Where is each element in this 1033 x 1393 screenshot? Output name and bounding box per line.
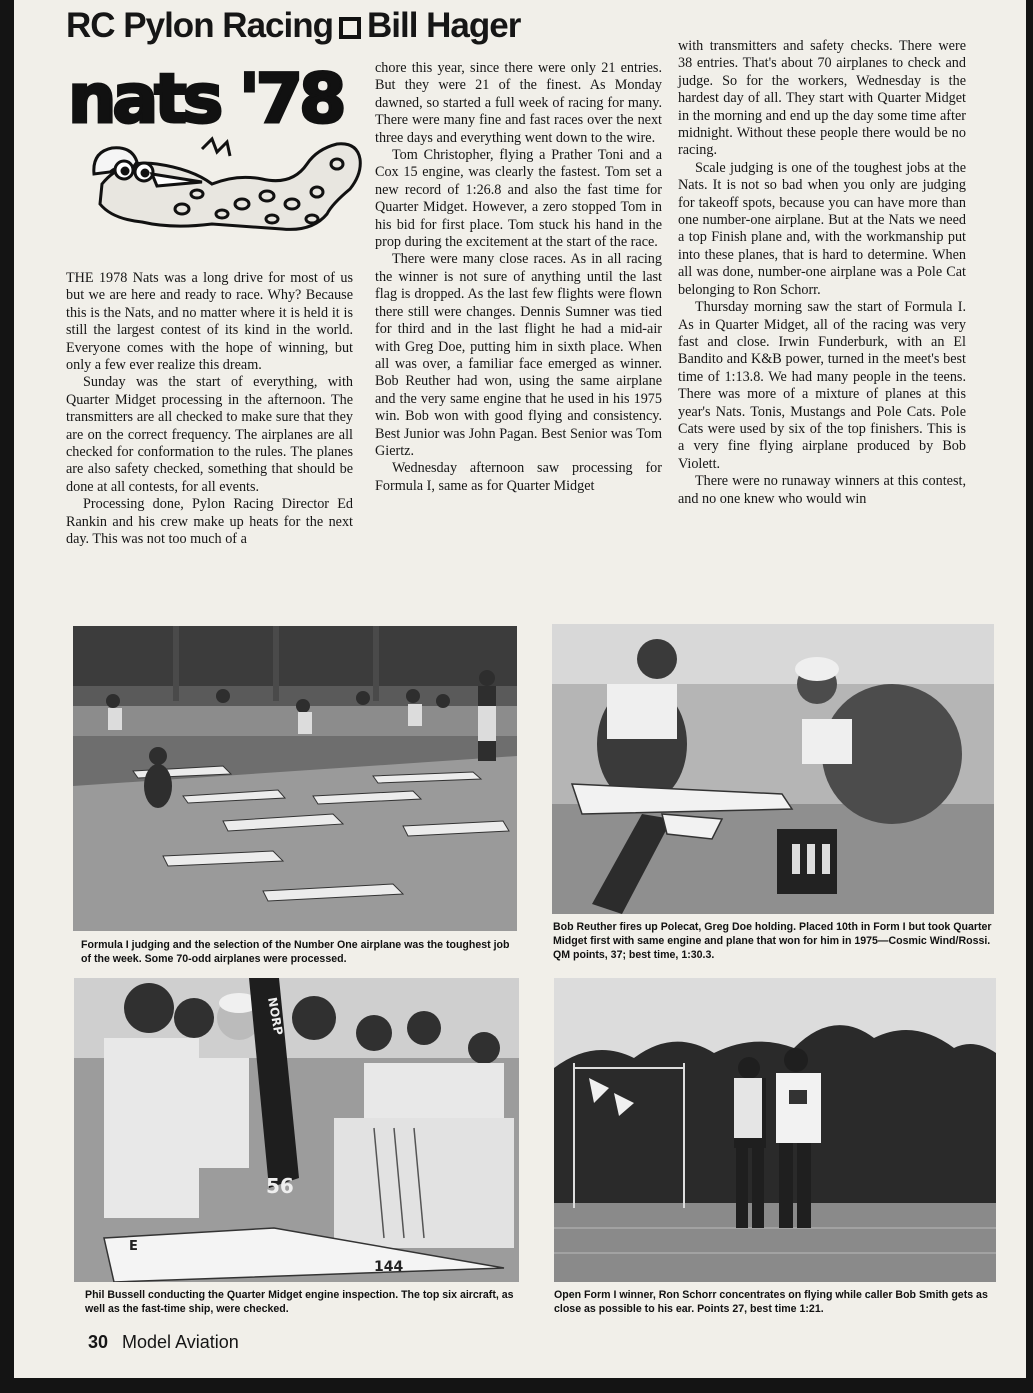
paragraph: with transmitters and safety checks. There were 38 entries. That's about 70 airplanes to check and judge. So for the workers, Wednesday is the hardest day of all. They start with Quarter Midget in the morning and end up the day some time after midnight. Without these people there would be no racing. <box>678 38 966 159</box>
photo-plane-number-144: 144 <box>374 1259 404 1275</box>
article-column-2 <box>375 60 662 495</box>
caption-photo-2: Bob Reuther fires up Polecat, Greg Doe holding. Placed 10th in Form I but took Quarter Midget first with same engine and plane that won for him in 1975—Cosmic Wind/Rossi. QM points, 37; best time, 1:30.3. <box>553 921 992 961</box>
paragraph: There were no runaway winners at this contest, and no one knew who would win <box>678 473 966 507</box>
nats-78-logo <box>62 64 367 239</box>
magazine-name: Model Aviation <box>122 1332 239 1352</box>
page-number: 30 <box>88 1332 109 1352</box>
logo-text: nats '78 <box>68 64 343 139</box>
photo-engine-inspection <box>74 978 519 1282</box>
paragraph: Wednesday afternoon saw processing for Formula I, same as for Quarter Midget <box>375 460 662 494</box>
photo-plane-label-norp: NORP <box>265 996 286 1037</box>
paragraph: THE 1978 Nats was a long drive for most of us but we are here and ready to race. Why? Because this is the Nats, and no matter where it is held it is still the largest contest of its kind in the world. Everyone comes with the hope of winning, but only a few ever realize this dream. <box>66 270 353 374</box>
photo-plane-letter: E <box>129 1239 138 1254</box>
caption-photo-3: Phil Bussell conducting the Quarter Midget engine inspection. The top six aircraft, as well as the fast-time ship, were checked. <box>85 1289 514 1315</box>
paragraph: Sunday was the start of everything, with Quarter Midget processing in the afternoon. The transmitters are all checked to make sure that they are on the correct frequency. The airplanes are all checked for conformation to the rules. The planes are also safety checked, something that should be done at all contests, for all events. <box>66 374 353 495</box>
paragraph: chore this year, since there were only 21 entries. But they were 21 of the finest. As Monday dawned, so started a full week of racing for many. There were many fine and fast races over the next three days and everything went down to the wire. <box>375 60 662 146</box>
paragraph: Thursday morning saw the start of Formula I. As in Quarter Midget, all of the racing was very fast and close. Irwin Funderburk, with an El Bandito and K&B power, turned in the meet's best time of 1:13.8. We had many people in the teens. There was more of a mixture of planes at this year's Nats. Tonis, Mustangs and Pole Cats. Pole Cats were used by six of the top finishers. This is a very fine flying airplane produced by Bob Violett. <box>678 299 966 472</box>
caption-photo-4: Open Form I winner, Ron Schorr concentrates on flying while caller Bob Smith gets as close as possible to his ear. Points 27, best time 1:21. <box>554 1289 988 1315</box>
magazine-page <box>14 0 1026 1378</box>
header-author: Bill Hager <box>366 6 521 45</box>
paragraph: There were many close races. As in all racing the winner is not sure of anything until the last flag is dropped. As the last few flights were flown there still were changes. Dennis Sumner was tied for third and in the last flight he had a mid-air with Greg Doe, putting him in sixth place. When all was over, a familiar face emerged as winner. Bob Reuther had won, using the same airplane and the very same engine that he used in his 1975 win. Bob won with good flying and consistency. Best Junior was John Pagan. Best Senior was Tom Giertz. <box>375 251 662 459</box>
photo-plane-number-56: 56 <box>266 1174 294 1198</box>
paragraph: Tom Christopher, flying a Prather Toni and a Cox 15 engine, was clearly the fastest. Tom set a new record of 1:26.8 and also the fast time for Quarter Midget. However, a zero stopped Tom in his bid for first place. Tom stuck his hand in the prop during the excitement at the start of the race. <box>375 147 662 251</box>
header-box-separator-icon <box>339 17 361 39</box>
page-footer <box>88 1332 239 1353</box>
header-title-left: RC Pylon Racing <box>66 6 333 45</box>
paragraph: Scale judging is one of the toughest jobs at the Nats. It is not so bad when you only are judging for takeoff spots, because you can have more than one number-one airplane. But at the Nats we need a top Finish plane and, with the workmanship put into these planes, that is hard to determine. When all was done, number-one airplane was a Pole Cat belonging to Ron Schorr. <box>678 159 966 298</box>
photo-schorr-flying <box>554 978 996 1282</box>
article-column-3 <box>678 38 966 508</box>
caption-photo-1: Formula I judging and the selection of the Number One airplane was the toughest job of the week. Some 70-odd airplanes were processed. <box>81 939 510 965</box>
photo-reuther-polecat <box>552 624 994 914</box>
article-header <box>66 6 586 46</box>
photo-formula-one-judging <box>73 626 517 931</box>
alligator-cartoon-icon <box>94 139 360 229</box>
paragraph: Processing done, Pylon Racing Director Ed Rankin and his crew make up heats for the next day. This was not too much of a <box>66 496 353 548</box>
article-column-1 <box>66 270 353 549</box>
